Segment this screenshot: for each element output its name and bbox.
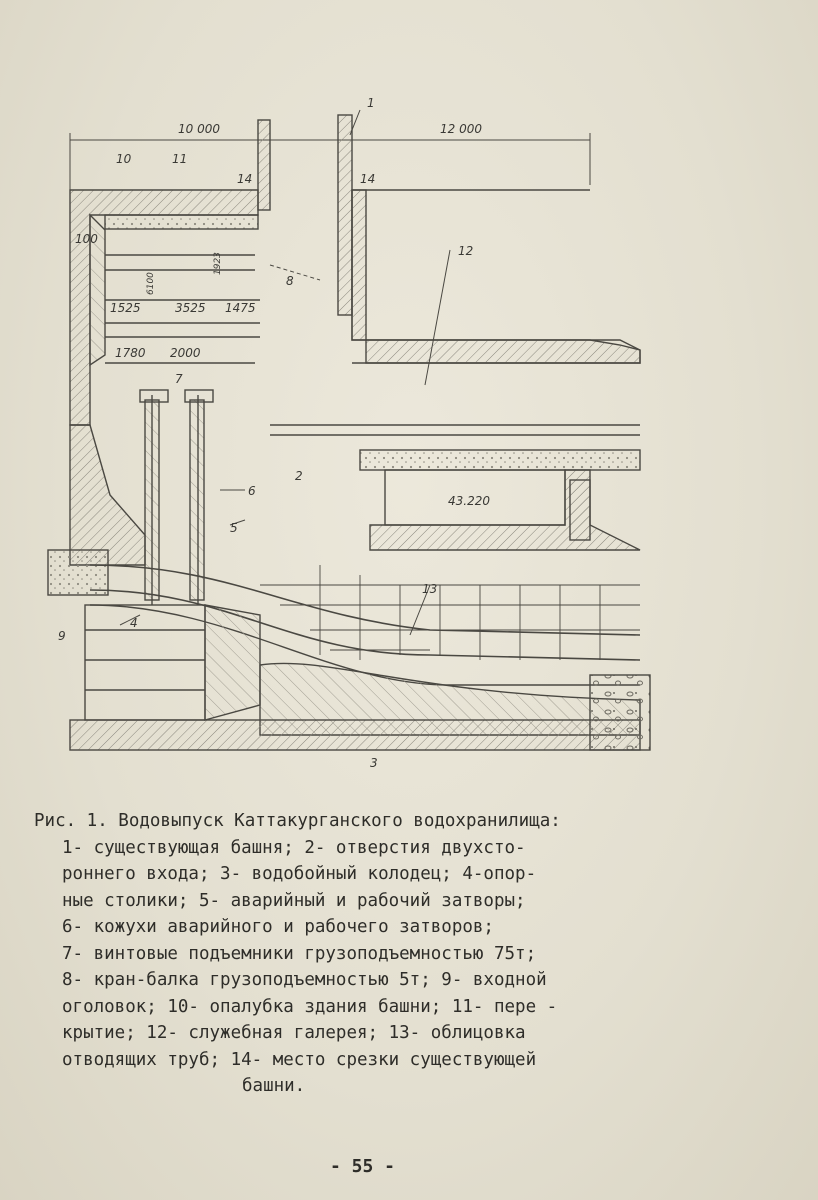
dim-1923: 1923 — [213, 252, 223, 275]
callout-12: 12 — [458, 244, 474, 258]
dim-3525: 3525 — [175, 301, 206, 315]
dim-100: 100 — [75, 232, 98, 246]
dim-1525: 1525 — [110, 301, 141, 315]
dim-1780: 1780 — [115, 346, 146, 360]
caption-line: башни. — [242, 1076, 306, 1096]
engineering-drawing — [30, 95, 670, 775]
caption-line: отводящих труб; 14- место срезки существующей — [62, 1049, 537, 1070]
caption-line: 6- кожухи аварийного и рабочего затворов; — [62, 917, 494, 937]
callout-3: 3 — [370, 756, 378, 770]
callout-14a: 14 — [237, 172, 253, 186]
caption-line: ные столики; 5- аварийный и рабочий затворы; — [62, 890, 526, 911]
caption-line-title: Рис. 1. Водовыпуск Каттакурганского водохранилища: — [34, 811, 561, 831]
callout-6: 6 — [248, 484, 256, 498]
caption-line: 7- винтовые подъемники грузоподъемностью 75т; — [62, 943, 537, 964]
caption-line: 8- кран-балка грузоподъемностью 5т; 9- входной — [62, 970, 547, 990]
callout-13: 13 — [422, 582, 438, 596]
callout-8: 8 — [286, 274, 294, 288]
callout-4: 4 — [130, 616, 138, 630]
caption-line: 1- существующая башня; 2- отверстия двухсто- — [62, 837, 526, 858]
dim-elevation: 43.220 — [448, 494, 490, 508]
callout-11: 11 — [172, 152, 188, 166]
callout-14b: 14 — [360, 172, 376, 186]
dim-overall-left: 10 000 — [178, 122, 220, 136]
callout-10: 10 — [116, 152, 132, 166]
caption-line: крытие; 12- служебная галерея; 13- облицовка — [62, 1023, 526, 1043]
callout-5: 5 — [230, 521, 238, 535]
callout-7: 7 — [175, 372, 183, 386]
callout-9: 9 — [58, 629, 66, 643]
callout-2: 2 — [295, 469, 303, 483]
dim-6100: 6100 — [146, 272, 156, 295]
callout-1: 1 — [367, 96, 375, 110]
dim-1475: 1475 — [225, 301, 256, 315]
caption-line: роннего входа; 3- водобойный колодец; 4-опор- — [62, 864, 537, 884]
caption-line: оголовок; 10- опалубка здания башни; 11- пере - — [62, 996, 558, 1017]
dim-2000: 2000 — [170, 346, 201, 360]
figure-caption — [34, 808, 684, 1100]
dim-overall-right: 12 000 — [440, 122, 482, 136]
page-number: - 55 - — [330, 1156, 396, 1177]
